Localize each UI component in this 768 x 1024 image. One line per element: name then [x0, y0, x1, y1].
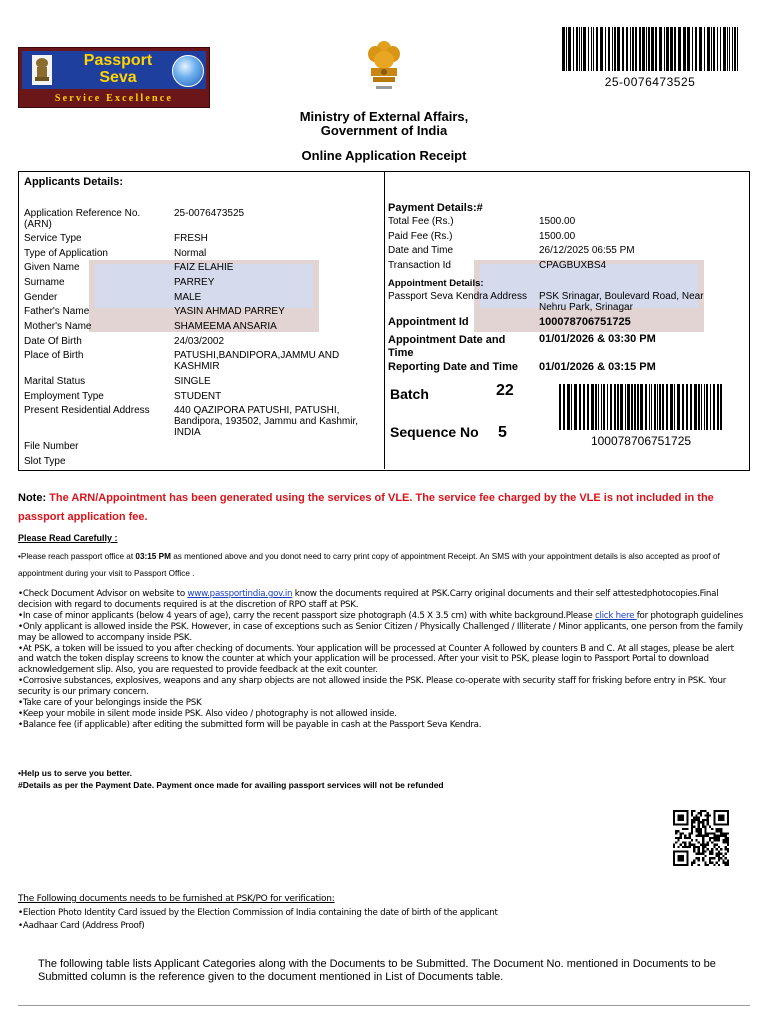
receipt-title: Online Application Receipt	[301, 148, 467, 163]
bullet-text: for photograph guidelines	[636, 610, 743, 621]
details-box	[18, 171, 750, 471]
ministry-line1: Ministry of External Affairs,	[299, 109, 469, 124]
service-type-label: Service Type	[24, 233, 82, 244]
service-type-value: FRESH	[174, 233, 208, 244]
vle-note	[18, 489, 748, 527]
instruction-text: as mentioned above and you donot need to carry print copy of appointment Receipt. An SMS with your appointment details is also accepted as proof of appointment during your visit to Passport Office .	[18, 552, 720, 578]
file-number-label: File Number	[24, 441, 79, 452]
note-label: Note:	[18, 492, 47, 504]
bullet-text: •Check Document Advisor on website to	[18, 589, 188, 599]
father-name-label: Father's Name	[24, 306, 90, 317]
application-type-label: Type of Application	[24, 248, 108, 259]
reporting-date-value: 01/01/2026 & 03:15 PM	[539, 361, 656, 373]
ministry-line2: Government of India	[320, 123, 448, 138]
photo-guidelines-link[interactable]: click here	[594, 610, 637, 621]
logo-top-band	[22, 51, 206, 89]
help-and-refund-lines	[18, 767, 748, 791]
globe-icon	[172, 55, 204, 87]
bullet-document-advisor	[18, 589, 748, 611]
document-item: •Aadhaar Card (Address Proof)	[18, 921, 145, 931]
note-text: The ARN/Appointment has been generated using the services of VLE. The service fee charged by the VLE is not included in the passport application fee.	[18, 492, 714, 523]
appointment-date-value: 01/01/2026 & 03:30 PM	[539, 333, 656, 345]
logo-title-line1: Passport	[83, 52, 153, 69]
instruction-bullets	[18, 589, 748, 731]
read-carefully-heading: Please Read Carefully :	[18, 533, 118, 543]
surname-value: PARREY	[174, 277, 215, 288]
bottom-divider	[18, 1005, 750, 1006]
national-emblem-icon	[364, 38, 404, 104]
given-name-value: FAIZ ELAHIE	[174, 262, 234, 273]
address-value: 440 QAZIPORA PATUSHI, PATUSHI, Bandipora, 193502, Jammu and Kashmir, INDIA	[174, 405, 358, 438]
place-of-birth-value: PATUSHI,BANDIPORA,JAMMU AND KASHMIR	[174, 350, 340, 372]
logo-tagline: Service Excellence	[54, 93, 174, 104]
mother-name-label: Mother's Name	[24, 321, 92, 332]
psk-address-label: Passport Seva Kendra Address	[388, 291, 527, 302]
documents-table-description: The following table lists Applicant Categories along with the Documents to be Submitted. The Document No. mentioned in Documents to be Submitted column is the reference given to the document mentioned in List of Documents table.	[38, 958, 716, 983]
appointment-heading: Appointment Details:	[388, 278, 484, 289]
bullet-mobile: •Keep your mobile in silent mode inside PSK. Also video / photography is not allowed inside.	[18, 708, 397, 719]
marital-status-label: Marital Status	[24, 376, 86, 387]
applicant-heading: Applicants Details:	[24, 176, 124, 188]
appointment-barcode	[559, 384, 723, 430]
reporting-date-label: Reporting Date and Time	[388, 361, 518, 373]
instruction-text: •Please reach passport office at	[18, 552, 136, 561]
documents-heading: The Following documents needs to be furnished at PSK/PO for verification:	[18, 894, 335, 904]
total-fee-label: Total Fee (Rs.)	[388, 216, 454, 227]
bullet-balance-fee: •Balance fee (if applicable) after editing the submitted form will be payable in cash at the Passport Seva Kendra.	[18, 719, 482, 730]
ministry-heading	[0, 110, 768, 138]
dob-label: Date Of Birth	[24, 336, 82, 347]
marital-status-value: SINGLE	[174, 376, 211, 387]
bullet-token: •At PSK, a token will be issued to you after checking of documents. Your application will be processed at Counter A followed by counters B and C. At all stages, please be alert and watch the token display screens to know the counter at which your application will be processed. After your visit to PSK, please login to Passport Portal to download acknowledgement slip. Also, you are requested to provide feedback at the exit counter.	[18, 643, 734, 676]
place-of-birth-label: Place of Birth	[24, 350, 84, 361]
transaction-id-label: Transaction Id	[388, 260, 451, 271]
qr-code-icon	[673, 810, 729, 866]
document-item: •Election Photo Identity Card issued by the Election Commission of India containing the date of birth of the applicant	[18, 908, 498, 918]
paid-fee-value: 1500.00	[539, 231, 576, 242]
appointment-date-label: Appointment Date and Time	[388, 334, 506, 359]
arn-barcode-text: 25-0076473525	[604, 75, 696, 89]
dob-value: 24/03/2002	[174, 336, 225, 347]
documents-list	[18, 907, 748, 933]
appointment-id-value: 100078706751725	[539, 316, 631, 328]
transaction-id-value: CPAGBUXBS4	[539, 260, 607, 271]
logo-title	[68, 52, 168, 86]
logo-title-line2: Seva	[99, 69, 137, 86]
father-name-value: YASIN AHMAD PARREY	[174, 306, 285, 317]
bullet-minor-applicants	[18, 611, 748, 622]
arn-value: 25-0076473525	[174, 208, 245, 219]
employment-type-value: STUDENT	[174, 391, 222, 402]
bullet-belongings: •Take care of your belongings inside the PSK	[18, 698, 202, 709]
payment-date-label: Date and Time	[388, 245, 454, 256]
passport-seva-logo	[18, 47, 210, 108]
refund-line: #Details as per the Payment Date. Payment once made for availing passport services will not be refunded	[18, 780, 444, 790]
arn-barcode	[562, 27, 738, 71]
appointment-barcode-text: 100078706751725	[590, 434, 692, 448]
surname-label: Surname	[24, 277, 65, 288]
batch-label: Batch	[390, 386, 429, 402]
help-line: •Help us to serve you better.	[18, 768, 132, 778]
bullet-applicant-only: •Only applicant is allowed inside the PSK. However, in case of exceptions such as Senior Citizen / Physically Challenged / Illiterate / Minor applicants, one person from the family may be allowed to accompany inside PSK.	[18, 621, 743, 643]
given-name-label: Given Name	[24, 262, 80, 273]
passport-india-link[interactable]: www.passportindia.gov.in	[187, 589, 293, 599]
payment-heading: Payment Details:#	[388, 202, 483, 214]
total-fee-value: 1500.00	[539, 216, 576, 227]
national-emblem-icon	[30, 53, 54, 87]
gender-label: Gender	[24, 292, 58, 303]
gender-value: MALE	[174, 292, 202, 303]
application-type-value: Normal	[174, 248, 207, 259]
bullet-text: know the documents required at PSK.Carry original documents and their self attestedphotocopies.Final decision with regard to documents required is at the discretion of RPO staff at PSK.	[18, 589, 719, 610]
reporting-time: 03:15 PM	[135, 552, 171, 561]
arn-label: Application Reference No. (ARN)	[24, 208, 141, 230]
batch-value: 22	[496, 382, 514, 399]
reach-office-instruction	[18, 548, 748, 582]
bullet-security: •Corrosive substances, explosives, weapons and any sharp objects are not allowed inside the PSK. Please co-operate with security staff for frisking before entry in PSK. Your security is our primary concern.	[18, 676, 727, 698]
payment-date-value: 26/12/2025 06:55 PM	[539, 245, 635, 256]
paid-fee-label: Paid Fee (Rs.)	[388, 231, 453, 242]
slot-type-label: Slot Type	[24, 456, 66, 467]
bullet-text: •In case of minor applicants (below 4 years of age), carry the recent passport size photograph (4.5 X 3.5 cm) with white background.Please	[18, 610, 595, 621]
appointment-id-label: Appointment Id	[388, 316, 469, 328]
psk-address-value: PSK Srinagar, Boulevard Road, Near Nehru Park, Srinagar	[539, 291, 704, 313]
sequence-label: Sequence No	[390, 424, 479, 440]
mother-name-value: SHAMEEMA ANSARIA	[174, 321, 277, 332]
employment-type-label: Employment Type	[24, 391, 104, 402]
address-label: Present Residential Address	[24, 405, 150, 416]
column-divider	[384, 172, 385, 469]
sequence-value: 5	[498, 424, 507, 441]
